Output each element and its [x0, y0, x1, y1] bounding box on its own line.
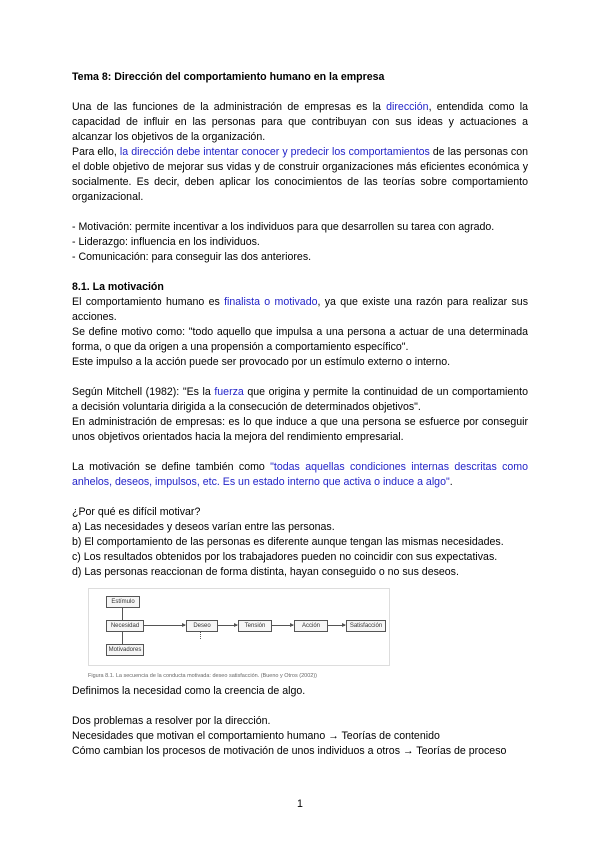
highlight-finalista: finalista o motivado	[224, 296, 318, 308]
questions-heading: ¿Por qué es difícil motivar?	[72, 506, 201, 518]
intro-paragraph-2: Para ello, la dirección debe intentar conocer y predecir los comportamientos de las personas con el doble objetivo de mejorar sus vidas y de construir organizaciones más eficientes económica y socialmente. Es decir, deben aplicar los conocimientos de las teorías sobre comportamiento organizacional.	[72, 146, 528, 203]
highlight-definicion: "todas aquellas condiciones internas descritas como anhelos, deseos, impulsos, etc. Es un estado interno que activa o induce a algo"	[72, 461, 528, 488]
page-number: 1	[297, 798, 303, 810]
list-item: d) Las personas reaccionan de forma distinta, hayan conseguido o no sus deseos.	[72, 566, 459, 578]
section-heading: 8.1. La motivación	[72, 281, 164, 293]
box-motivadores: Motivadores	[106, 644, 144, 656]
highlight-direccion-comportamientos: la dirección debe intentar conocer y predecir los comportamientos	[119, 146, 430, 158]
list-item: a) Las necesidades y deseos varían entre las personas.	[72, 521, 335, 533]
list-item: - Liderazgo: influencia en los individuos.	[72, 236, 260, 248]
box-estimulo: Estímulo	[106, 596, 140, 608]
section-paragraph: El comportamiento humano es finalista o motivado, ya que existe una razón para realizar sus acciones.	[72, 296, 528, 323]
figure-caption: Figura 8.1. La secuencia de la conducta motivada: deseo satisfacción. (Bueno y Otros (2002))	[88, 673, 317, 679]
section-paragraph: Se define motivo como: "todo aquello que impulsa a una persona a actuar de una determinada forma, o que da origen a una propensión a comportamiento específico".	[72, 326, 528, 353]
closing-paragraph: Necesidades que motivan el comportamiento humano → Teorías de contenido	[72, 730, 440, 742]
document-page	[72, 70, 528, 759]
box-tension: Tensión	[238, 620, 272, 632]
section-paragraph: La motivación se define también como "todas aquellas condiciones internas descritas como anhelos, deseos, impulsos, etc. Es un estado interno que activa o induce a algo".	[72, 461, 528, 488]
highlight-direccion: dirección	[386, 101, 429, 113]
box-accion: Acción	[294, 620, 328, 632]
functions-list	[72, 220, 528, 265]
closing-paragraph: Dos problemas a resolver por la dirección.	[72, 715, 271, 727]
closing-paragraph: Definimos la necesidad como la creencia de algo.	[72, 685, 306, 697]
section-paragraph: Según Mitchell (1982): "Es la fuerza que origina y permite la continuidad de un comportamiento a decisión voluntaria dirigida a la consecución de determinados objetivos".	[72, 386, 528, 413]
list-item: - Comunicación: para conseguir las dos anteriores.	[72, 251, 312, 263]
list-item: b) El comportamiento de las personas es diferente aunque tengan las mismas necesidades.	[72, 536, 504, 548]
section-paragraph: Este impulso a la acción puede ser provocado por un estímulo externo o interno.	[72, 356, 451, 368]
box-satisfaccion: Satisfacción	[346, 620, 386, 632]
motivation-diagram	[88, 588, 388, 678]
box-necesidad: Necesidad	[106, 620, 144, 632]
closing-paragraph: Cómo cambian los procesos de motivación de unos individuos a otros → Teorías de proceso	[72, 745, 507, 757]
questions-list	[72, 505, 528, 580]
highlight-fuerza: fuerza	[214, 386, 244, 398]
list-item: c) Los resultados obtenidos por los trabajadores pueden no coincidir con sus expectativas.	[72, 551, 498, 563]
list-item: - Motivación: permite incentivar a los individuos para que desarrollen su tarea con agrado.	[72, 221, 495, 233]
document-title: Tema 8: Dirección del comportamiento humano en la empresa	[72, 71, 385, 83]
intro-paragraph-1: Una de las funciones de la administración de empresas es la dirección, entendida como la capacidad de influir en las personas para que contribuyan con sus ideas y actuaciones a alcanzar los objetivos de la organización.	[72, 101, 529, 143]
box-deseo: Deseo	[186, 620, 218, 632]
section-paragraph: En administración de empresas: es lo que induce a que una persona se esfuerce por conseguir unos objetivos orientados hacia la mejora del rendimiento empresarial.	[72, 416, 528, 443]
